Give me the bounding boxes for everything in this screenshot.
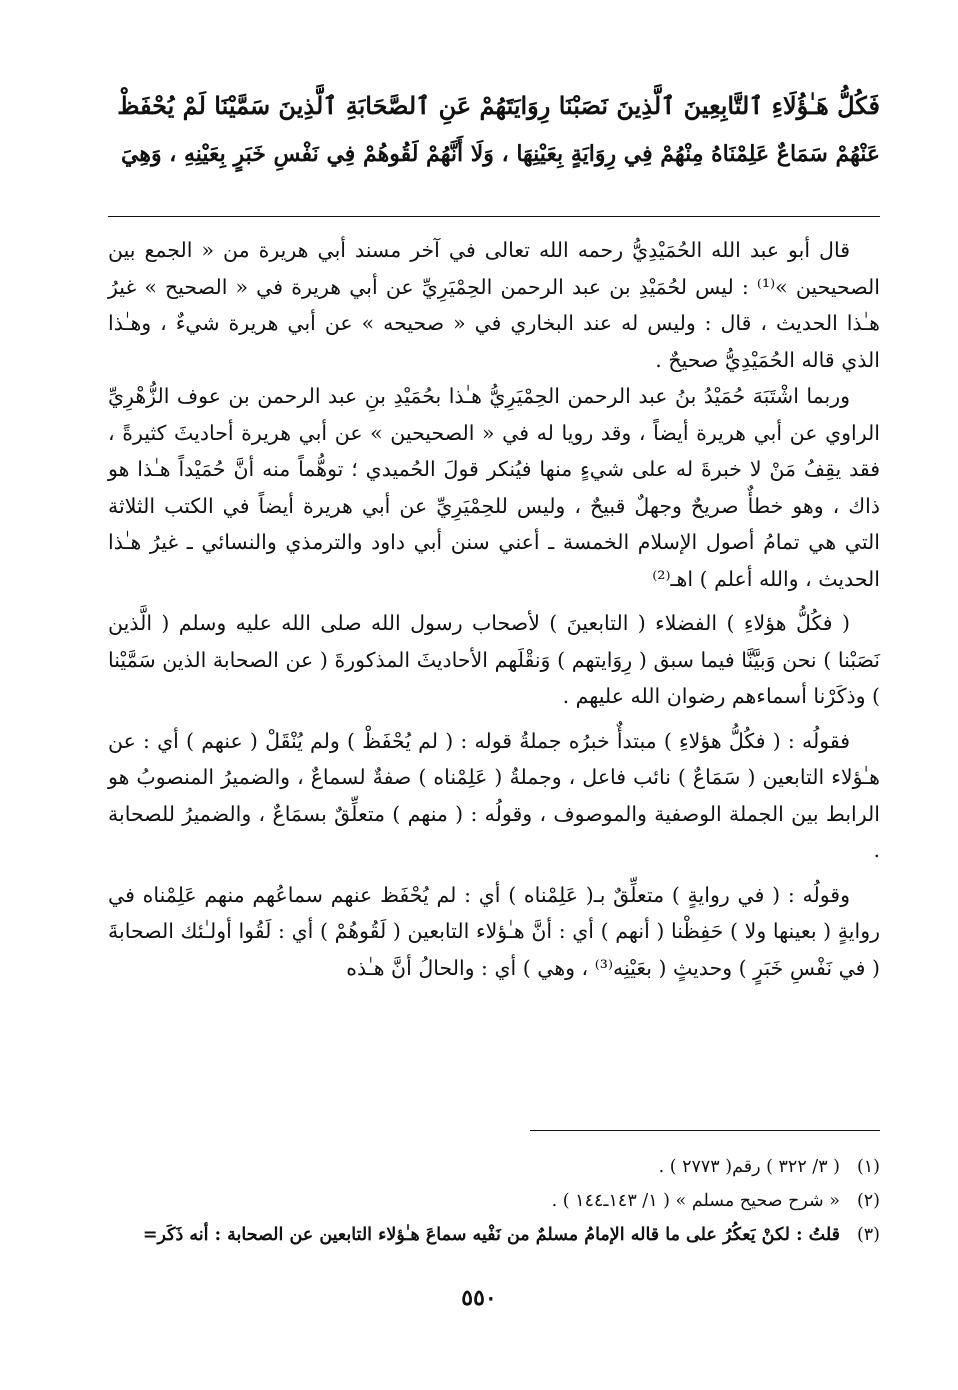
commentary-paragraph: ( فكُلُّ هؤلاءِ ) الفضلاء ( التابعينَ ) لأصحاب رسول الله صلى الله عليه وسلم ( الَّذين نَصَبْنا ) نحن وَبيَّنَّا فيما سبق ( رِوَايتهم ) وَنقْلَهم الأحاديثَ المذكورةَ ( عن الصحابة الذين سَمَّيْنا ) وذكَرْنا أسماءهم رضوان الله عليهم .	[108, 611, 880, 708]
commentary-paragraph: فقولُه : ( فكُلُّ هؤلاءِ ) مبتدأٌ خبرُه جملةُ قوله : ( لم يُحْفَظْ ) ولم يُنْقَلْ ( عنهم ) أي : عن هـٰؤلاء التابعين ( سَمَاعٌ ) نائب فاعل ، وجملةُ ( عَلِمْناه ) صفةٌ لسماعٌ ، والضميرُ المنصوبُ هو الرابط بين الجملة الوصفية والموصوف ، وقولُه : ( منهم ) متعلِّقٌ بسمَاعٌ ، والضميرُ للصحابة .	[108, 728, 880, 862]
footnote-divider	[530, 1130, 880, 1131]
matn-text	[108, 82, 880, 178]
commentary-paragraph: وقولُه : ( في روايةٍ ) متعلِّقٌ بـ( عَلِمْناه ) أي : لم يُحْفَظ عنهم سماعُهم منهم عَلِمْناه في روايةٍ ( بعينها ولا ) حَفِظْنا ( أنهم ) أي : أنَّ هـٰؤلاء التابعين ( لَقُوهُمْ ) أي : لَقُوا أولـٰئك الصحابةَ ( في نَفْسِ خَبَرٍ ) وحديثٍ ( بعَيْنِه⁽³⁾ ، وهي ) أي : والحالُ أنَّ هـٰذه	[108, 882, 880, 980]
commentary-paragraph: وربما اشْتَبَهَ حُمَيْدُ بنُ عبد الرحمن الحِمْيَرِيُّ هـٰذا بحُمَيْدِ بنِ عبد الرحمن بن عوف الزُّهْرِيِّ الراوي عن أبي هريرة أيضاً ، وقد رويا له في « الصحيحين » عن أبي هريرة أحاديثَ كثيرةً ، فقد يقِفُ مَنْ لا خبرةَ له على شيءٍ منها فيُنكر قولَ الحُميدي ؛ توهُّماً منه أنَّ حُمَيْداً هـٰذا هو ذاك ، وهو خطأٌ صريحٌ وجهلٌ قبيحٌ ، وليس للحِمْيَرِيِّ عن أبي هريرة أيضاً في الكتب الثلاثة التي هي تمامُ أصول الإسلام الخمسة ـ أعني سنن أبي داود والترمذي والنسائي ـ غيرُ هـٰذا الحديث ، والله أعلم ) اهـ⁽²⁾	[108, 384, 880, 591]
footnote-text: ( ٣/ ٣٢٢ ) رقم( ٢٧٧٣ ) .	[658, 1157, 840, 1177]
matn-line: فَكُلُّ هَـٰؤُلَاءِ ٱلتَّابِعِينَ ٱلَّذِينَ نَصَبْنَا رِوَايَتَهُمْ عَنِ ٱلصَّحَابَةِ ٱلَّذِينَ سَمَّيْنَا لَمْ يُحْفَظْ	[117, 91, 880, 120]
matn-line: عَنْهُمْ سَمَاعٌ عَلِمْنَاهُ مِنْهُمْ فِي رِوَايَةٍ بِعَيْنِهَا ، وَلَا أَنَّهُمْ لَقُوهُمْ فِي نَفْسِ خَبَرٍ بِعَيْنِهِ ، وَهِيَ	[121, 141, 880, 167]
footnote	[108, 1150, 880, 1184]
commentary-paragraph: قال أبو عبد الله الحُمَيْدِيُّ رحمه الله تعالى في آخر مسند أبي هريرة من « الجمع بين الصحيحين »⁽¹⁾ : ليس لحُمَيْدِ بن عبد الرحمن الحِمْيَرِيِّ عن أبي هريرة في « الصحيح » غيرُ هـٰذا الحديث ، قال : وليس له عند البخاري في « صحيحه » عن أبي هريرة شيءٌ ، وهـٰذا الذي قاله الحُمَيْدِيُّ صحيحٌ .	[108, 238, 880, 372]
footnote-text: قلتُ : لكنْ يَعكُرُ على ما قاله الإمامُ مسلمٌ من نَفْيه سماعَ هـٰؤلاء التابعين عن الصحابة : أنه ذَكَر=	[142, 1225, 840, 1245]
footnote-number: (١)	[856, 1157, 880, 1177]
commentary-text	[108, 232, 880, 986]
footnote-text: « شرح صحيح مسلم » ( ١/ ١٤٣ـ١٤٤ ) .	[551, 1191, 840, 1211]
footnotes	[108, 1150, 880, 1252]
matn-divider	[108, 216, 880, 217]
footnote	[108, 1184, 880, 1218]
page-number: ٥٥٠	[461, 1285, 497, 1311]
footnote-number: (٣)	[856, 1225, 880, 1245]
footnote	[108, 1218, 880, 1252]
footnote-number: (٢)	[856, 1191, 880, 1211]
